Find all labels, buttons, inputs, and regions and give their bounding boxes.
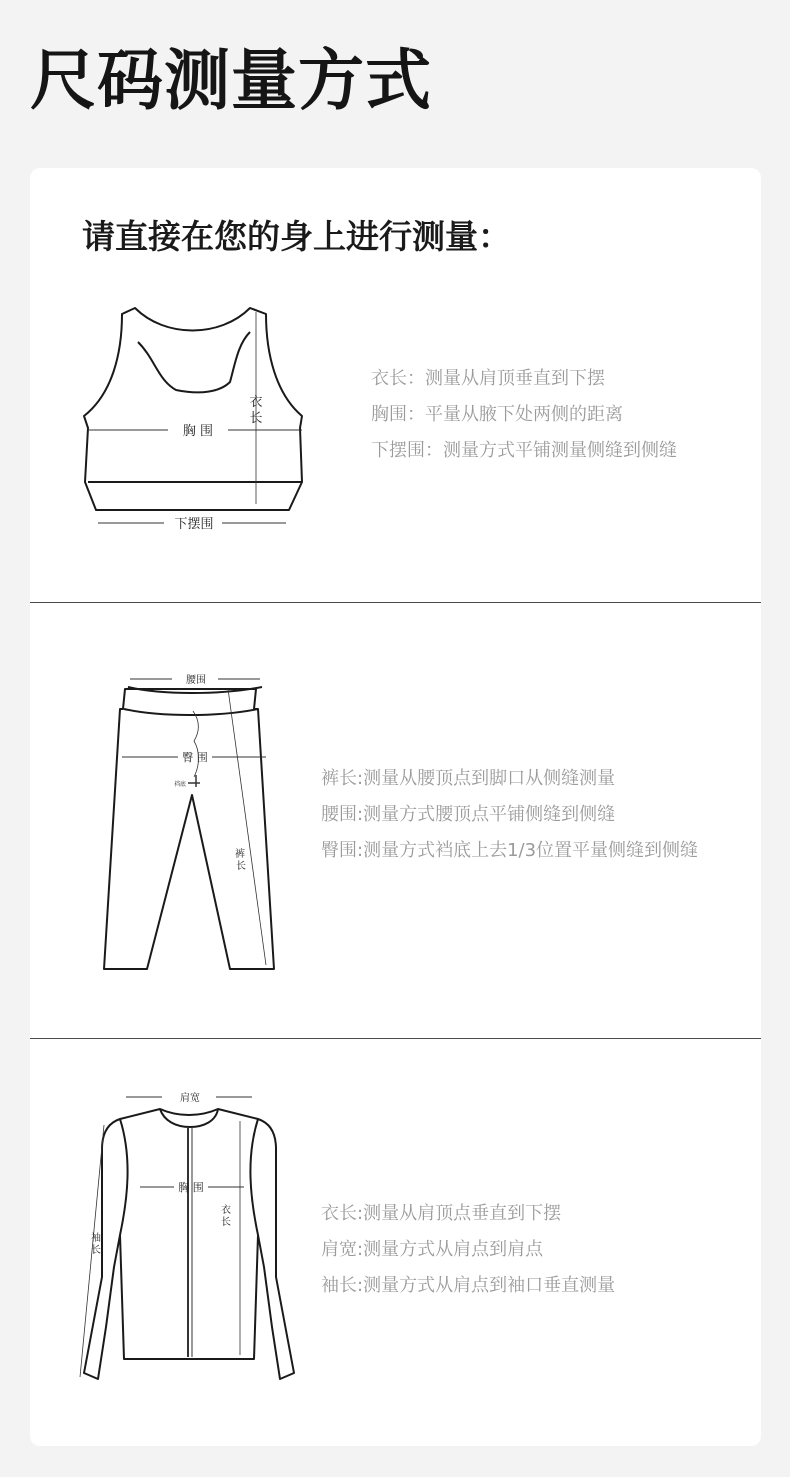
shoulder-label: 肩宽 xyxy=(180,1093,200,1104)
description-line: 裤长:测量从腰顶点到脚口从侧缝测量 xyxy=(321,768,616,789)
sports-bra-outline xyxy=(84,308,302,510)
jacket-diagram xyxy=(80,1087,310,1417)
hip-label: 臀 围 xyxy=(182,751,208,764)
crotch-label: 裆底 xyxy=(173,781,187,788)
sports-bra-diagram xyxy=(80,304,310,534)
description-line: 袖长:测量方式从肩点到袖口垂直测量 xyxy=(321,1275,616,1296)
sports-bra-descriptions xyxy=(371,361,677,469)
leggings-guides xyxy=(122,679,266,965)
sleeve-label-bottom: 长 xyxy=(91,1245,101,1256)
page-title: 尺码测量方式 xyxy=(30,42,432,119)
chest-label: 胸 围 xyxy=(178,1181,204,1194)
inseam-label-top: 裤 xyxy=(235,849,245,860)
measurement-card xyxy=(30,168,761,1446)
description-line: 衣长：测量从肩顶垂直到下摆 xyxy=(371,368,605,389)
section-sports-bra xyxy=(30,168,761,602)
leggings-descriptions xyxy=(321,761,698,869)
section-jacket xyxy=(30,1039,761,1446)
sleeve-label-top: 袖 xyxy=(91,1233,101,1244)
length-label-bottom: 长 xyxy=(221,1217,231,1228)
description-line: 胸围：平量从腋下处两侧的距离 xyxy=(371,404,623,425)
length-label-bottom: 长 xyxy=(249,411,263,426)
leggings-diagram xyxy=(100,665,270,973)
waist-label: 腰围 xyxy=(186,675,206,686)
section-leggings xyxy=(30,603,761,1038)
jacket-descriptions xyxy=(321,1196,615,1304)
description-line: 下摆围：测量方式平铺测量侧缝到侧缝 xyxy=(371,440,677,461)
description-line: 肩宽:测量方式从肩点到肩点 xyxy=(321,1239,544,1260)
length-label-top: 衣 xyxy=(249,395,263,410)
leggings-outline xyxy=(104,687,274,969)
description-line: 腰围:测量方式腰顶点平铺侧缝到侧缝 xyxy=(321,804,616,825)
card-heading: 请直接在您的身上进行测量： xyxy=(82,217,511,256)
chest-label: 胸 围 xyxy=(182,424,214,439)
hem-label: 下摆围 xyxy=(174,517,214,532)
description-line: 衣长:测量从肩顶点垂直到下摆 xyxy=(321,1203,562,1224)
jacket-guides xyxy=(80,1097,252,1377)
description-line: 臀围:测量方式裆底上去1/3位置平量侧缝到侧缝 xyxy=(321,840,699,861)
inseam-label-bottom: 长 xyxy=(236,861,246,872)
length-label-top: 衣 xyxy=(221,1205,231,1216)
